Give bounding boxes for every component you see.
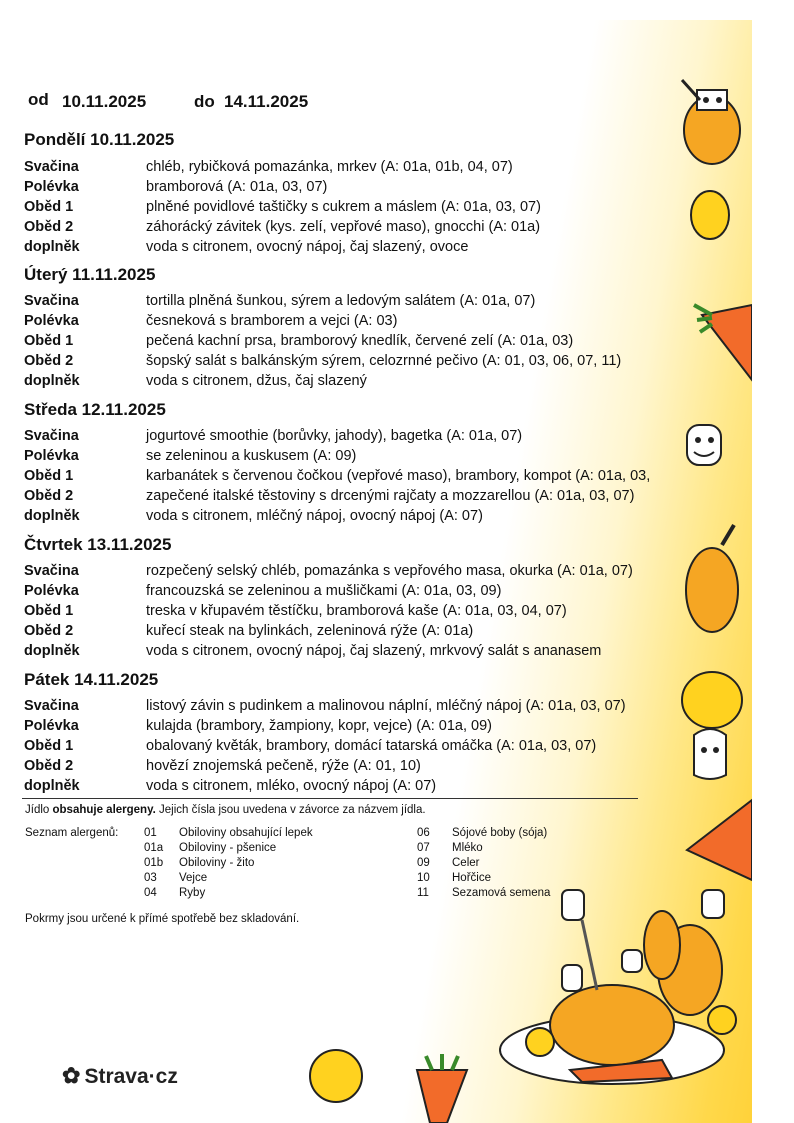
meal-description: voda s citronem, mléčný nápoj, ovocný nápoj (A: 07) [146,508,483,524]
allergen-note-prefix: Jídlo [25,804,53,816]
allergen-note-suffix: Jejich čísla jsou uvedena v závorce za názvem jídla. [155,804,426,816]
carrot-bottom-icon [417,1054,467,1123]
meal-type-label: Oběd 1 [24,333,74,349]
allergen-code: 07 [417,842,430,854]
meal-type-label: Oběd 1 [24,738,74,754]
day-title: Pondělí 10.11.2025 [24,130,175,149]
allergen-name: Mléko [452,842,483,854]
lemon-bottom-icon [310,1050,362,1102]
meal-description: zapečené italské těstoviny s drcenými rajčaty a mozzarellou (A: 01a, 03, 07) [146,488,635,504]
meal-type-label: Svačina [24,563,79,579]
meal-description: se zeleninou a kuskusem (A: 09) [146,448,357,464]
meal-description: tortilla plněná šunkou, sýrem a ledovým salátem (A: 01a, 07) [146,293,536,309]
meal-description: pečená kachní prsa, bramborový knedlík, červené zelí (A: 01a, 03) [146,333,574,349]
allergen-name: Vejce [179,872,208,884]
allergen-name: Obiloviny - pšenice [179,842,277,854]
allergen-code: 11 [417,887,429,899]
meal-type-label: doplněk [24,239,80,255]
meal-description: česneková s bramborem a vejci (A: 03) [146,313,398,329]
meal-description: plněné povidlové taštičky s cukrem a máslem (A: 01a, 03, 07) [146,199,541,215]
allergen-name: Celer [452,857,480,869]
meal-type-label: Oběd 1 [24,603,74,619]
footer-note: Pokrmy jsou určené k přímé spotřebě bez skladování. [25,913,300,925]
meal-type-label: doplněk [24,778,80,794]
meal-type-label: Polévka [24,313,79,329]
drumstick-icon [686,525,738,632]
meal-type-label: Oběd 2 [24,758,74,774]
potato-character-icon [682,80,740,164]
allergen-name: Sójové boby (sója) [452,827,548,839]
allergen-code: 01b [144,857,164,869]
meal-description: voda s citronem, džus, čaj slazený [146,373,367,389]
meal-description: voda s citronem, ovocný nápoj, čaj slazený, mrkvový salát s ananasem [146,643,602,659]
day-title: Pátek 14.11.2025 [24,670,159,689]
meal-description: chléb, rybičková pomazánka, mrkev (A: 01a, 01b, 04, 07) [146,159,513,175]
allergen-code: 06 [417,827,430,839]
meal-description: hovězí znojemská pečeně, rýže (A: 01, 10) [146,758,421,774]
day-title: Středa 12.11.2025 [24,400,166,419]
meal-type-label: Oběd 2 [24,623,74,639]
cartoon-monster-small-icon [694,729,726,779]
allergen-name: Sezamová semena [452,887,551,899]
allergen-code: 10 [417,872,430,884]
meal-description: jogurtové smoothie (borůvky, jahody), bagetka (A: 01a, 07) [146,428,523,444]
meal-type-label: doplněk [24,373,80,389]
allergen-name: Ryby [179,887,206,899]
strava-logo [62,1063,178,1089]
meal-type-label: Polévka [24,583,79,599]
cartoon-monster-icon [687,425,721,465]
meal-description: rozpečený selský chléb, pomazánka s vepřového masa, okurka (A: 01a, 07) [146,563,633,579]
carrot-icon [694,305,752,380]
meal-description: záhorácký závitek (kys. zelí, vepřové maso), gnocchi (A: 01a) [146,219,541,235]
lemon-slice-icon [691,191,729,239]
allergen-name: Obiloviny obsahující lepek [179,827,313,839]
allergen-code: 01a [144,842,164,854]
day-title: Úterý 11.11.2025 [24,265,156,284]
allergen-code: 01 [144,827,157,839]
meal-type-label: doplněk [24,508,80,524]
day-title: Čtvrtek 13.11.2025 [24,535,172,554]
meal-description: šopský salát s balkánským sýrem, celozrnné pečivo (A: 01, 03, 06, 07, 11) [146,353,622,369]
meal-type-label: doplněk [24,643,80,659]
meal-type-label: Svačina [24,159,79,175]
meal-description: obalovaný květák, brambory, domácí tatarská omáčka (A: 01a, 03, 07) [146,738,597,754]
roast-chicken-plate-icon [500,890,736,1084]
meal-description: bramborová (A: 01a, 03, 07) [146,179,328,195]
meal-description: kuřecí steak na bylinkách, zeleninová rýže (A: 01a) [146,623,474,639]
menu-sheet [22,20,752,1123]
meal-type-label: Svačina [24,293,79,309]
carrot-lower-icon [687,800,752,880]
allergen-note [25,804,426,816]
allergen-name: Obiloviny - žito [179,857,255,869]
meal-type-label: Svačina [24,698,79,714]
meal-type-label: Oběd 1 [24,199,74,215]
logo-text: Strava·cz [84,1065,178,1088]
meal-type-label: Svačina [24,428,79,444]
meal-type-label: Oběd 2 [24,219,74,235]
meal-description: voda s citronem, mléko, ovocný nápoj (A: 07) [146,778,437,794]
meal-type-label: Oběd 2 [24,353,74,369]
period-from-date: 10.11.2025 [62,92,147,111]
period-to-date: 14.11.2025 [224,92,309,111]
allergen-code: 09 [417,857,430,869]
period-from-label: od [28,90,49,109]
flower-logo-icon: ✿ [62,1063,81,1088]
meal-type-label: Oběd 1 [24,468,74,484]
divider [22,798,638,799]
allergen-code: 04 [144,887,157,899]
meal-description: francouzská se zeleninou a mušličkami (A: 01a, 03, 09) [146,583,502,599]
lemon-icon [682,672,742,728]
meal-description: kulajda (brambory, žampiony, kopr, vejce) (A: 01a, 09) [146,718,493,734]
meal-description: treska v křupavém těstíčku, bramborová kaše (A: 01a, 03, 04, 07) [146,603,567,619]
allergen-note-bold: obsahuje alergeny. [52,804,156,816]
allergen-name: Hořčice [452,872,491,884]
meal-type-label: Oběd 2 [24,488,74,504]
meal-description: karbanátek s červenou čočkou (vepřové maso), brambory, kompot (A: 01a, 03, [146,468,651,484]
meal-description: voda s citronem, ovocný nápoj, čaj slazený, ovoce [146,239,469,255]
meal-type-label: Polévka [24,448,79,464]
meal-type-label: Polévka [24,718,79,734]
allergen-list-label: Seznam alergenů: [25,827,119,839]
allergen-code: 03 [144,872,157,884]
period-to-label: do [194,92,215,111]
meal-description: listový závin s pudinkem a malinovou náplní, mléčný nápoj (A: 01a, 03, 07) [146,698,626,714]
meal-type-label: Polévka [24,179,79,195]
